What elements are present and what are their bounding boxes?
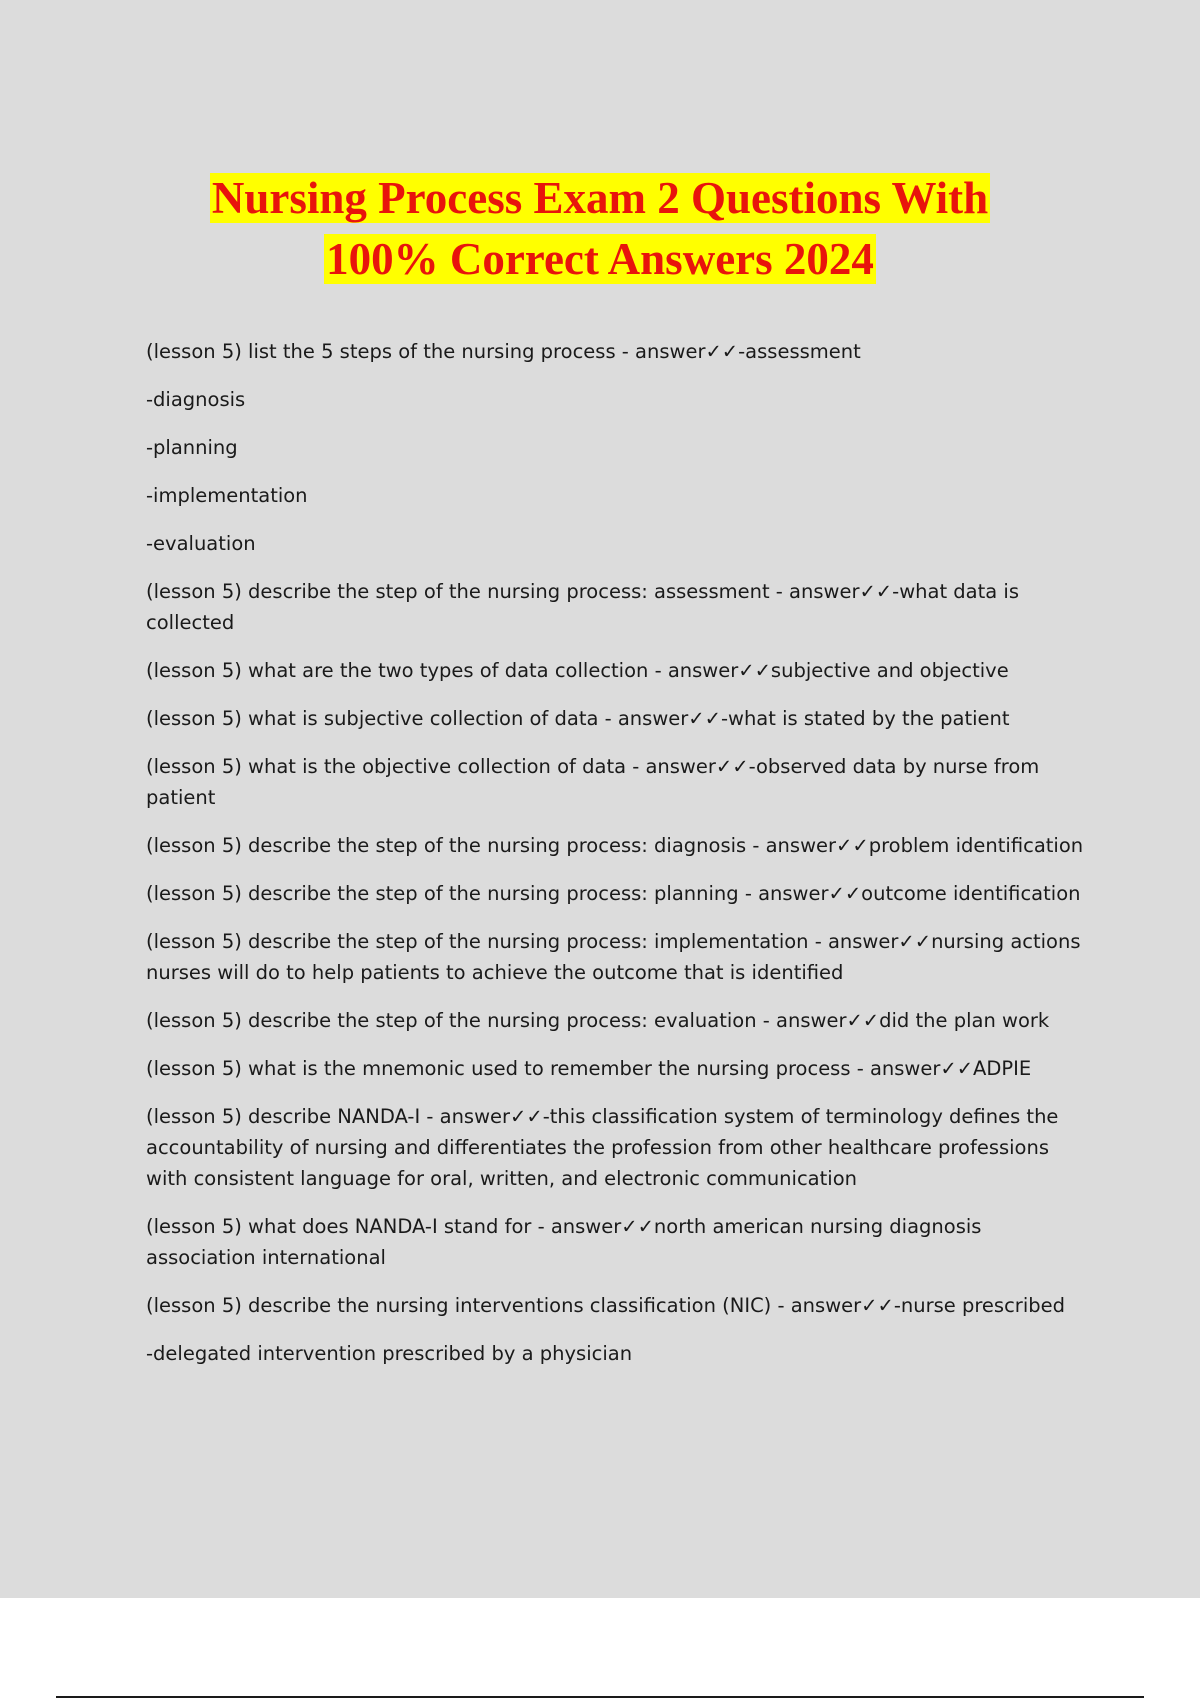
paragraph: -planning xyxy=(146,436,238,459)
paragraph: (lesson 5) what does NANDA-I stand for - answer✓✓north american nursing diagnosis association international xyxy=(146,1215,988,1269)
paragraph: (lesson 5) describe the step of the nursing process: assessment - answer✓✓-what data is collected xyxy=(146,580,1026,634)
paragraph: (lesson 5) describe the step of the nursing process: evaluation - answer✓✓did the plan work xyxy=(146,1009,1050,1032)
paragraph: (lesson 5) what are the two types of data collection - answer✓✓subjective and objective xyxy=(146,659,1009,682)
paragraph: -diagnosis xyxy=(146,388,246,411)
paragraph: -evaluation xyxy=(146,532,256,555)
paragraph: (lesson 5) describe the step of the nursing process: diagnosis - answer✓✓problem identification xyxy=(146,834,1084,857)
paragraph: (lesson 5) list the 5 steps of the nursing process - answer✓✓-assessment xyxy=(146,340,861,363)
paragraph: (lesson 5) describe the step of the nursing process: planning - answer✓✓outcome identification xyxy=(146,882,1081,905)
paragraph: -delegated intervention prescribed by a physician xyxy=(146,1342,633,1365)
paragraph: (lesson 5) what is the objective collection of data - answer✓✓-observed data by nurse from patient xyxy=(146,755,1046,809)
paragraph: (lesson 5) describe the nursing interventions classification (NIC) - answer✓✓-nurse prescribed xyxy=(146,1294,1065,1317)
paragraph: (lesson 5) describe NANDA-I - answer✓✓-this classification system of terminology defines the accountability of nursing and differentiates the profession from other healthcare professions with consistent language for oral, written, and electronic communication xyxy=(146,1105,1065,1190)
paragraph: (lesson 5) what is subjective collection of data - answer✓✓-what is stated by the patient xyxy=(146,707,1010,730)
footer-divider xyxy=(56,1696,1144,1698)
title-line-2: 100% Correct Answers 2024 xyxy=(326,234,874,284)
title-line-1: Nursing Process Exam 2 Questions With xyxy=(211,173,989,223)
document-body xyxy=(146,336,1096,1386)
paragraph: -implementation xyxy=(146,484,308,507)
paragraph: (lesson 5) describe the step of the nursing process: implementation - answer✓✓nursing actions nurses will do to help patients to achieve the outcome that is identified xyxy=(146,930,1087,984)
paragraph: (lesson 5) what is the mnemonic used to remember the nursing process - answer✓✓ADPIE xyxy=(146,1057,1032,1080)
document-title xyxy=(0,168,1200,290)
